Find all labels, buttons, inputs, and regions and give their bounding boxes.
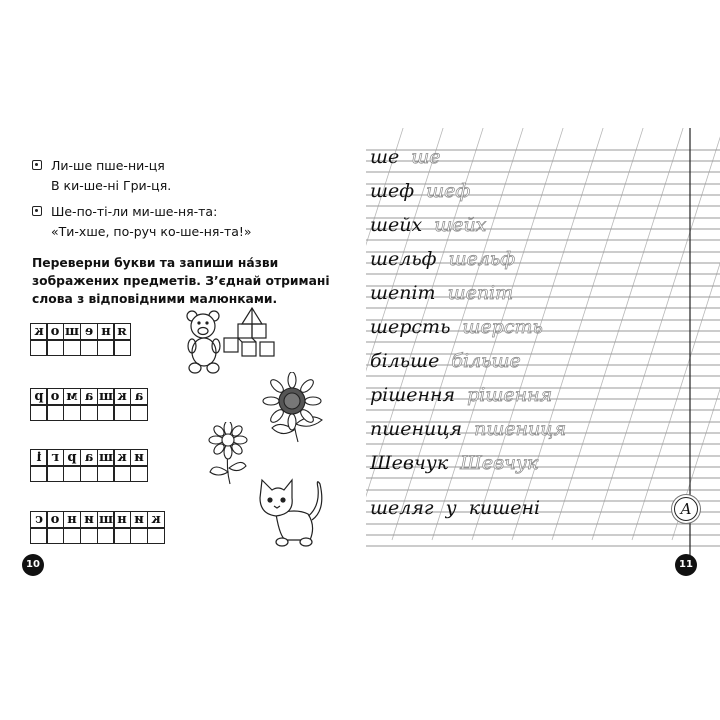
letter-cell: о bbox=[46, 511, 64, 529]
model-word: шерсть bbox=[370, 316, 451, 338]
answer-cell[interactable] bbox=[130, 527, 148, 544]
letter-cell: е bbox=[80, 323, 98, 341]
letter-cell: р bbox=[30, 388, 48, 406]
answer-cell[interactable] bbox=[30, 339, 48, 356]
answer-cell[interactable] bbox=[63, 339, 81, 356]
answer-cell[interactable] bbox=[130, 404, 148, 421]
copy-row-2 bbox=[370, 180, 470, 202]
answer-cell[interactable] bbox=[113, 404, 131, 421]
answer-cell[interactable] bbox=[80, 404, 98, 421]
kitten-picture[interactable] bbox=[256, 474, 336, 550]
trace-word: Шевчук bbox=[460, 452, 539, 474]
answer-cell[interactable] bbox=[30, 527, 48, 544]
puzzle-3-answer[interactable] bbox=[31, 466, 148, 482]
copy-row-6 bbox=[370, 316, 543, 338]
letter-cell: р bbox=[63, 449, 81, 467]
model-word: шельф bbox=[370, 248, 437, 270]
letter-cell: а bbox=[80, 449, 98, 467]
trace-word: ше bbox=[411, 146, 441, 168]
copy-row-1 bbox=[370, 146, 441, 168]
copy-row-3 bbox=[370, 214, 486, 236]
letter-cell: н bbox=[97, 323, 115, 341]
answer-cell[interactable] bbox=[113, 339, 131, 356]
copy-row-10 bbox=[370, 452, 538, 474]
letter-cell: м bbox=[63, 388, 81, 406]
answer-cell[interactable] bbox=[113, 527, 131, 544]
letter-cell: ш bbox=[97, 511, 115, 529]
trace-word: пшениця bbox=[474, 418, 567, 440]
sunflower-picture[interactable] bbox=[258, 372, 330, 444]
verse-1 bbox=[32, 156, 171, 196]
verse-1-line-1: Ли-ше пше-ни-ця bbox=[51, 158, 165, 173]
verse-1-line-2: В ки-ше-ні Гри-ця. bbox=[51, 178, 172, 193]
listen-bullet-icon bbox=[32, 160, 42, 170]
answer-cell[interactable] bbox=[46, 339, 64, 356]
copy-row-8 bbox=[370, 384, 552, 406]
letter-cell: с bbox=[30, 511, 48, 529]
model-word: Шевчук bbox=[370, 452, 449, 474]
letter-cell: к bbox=[30, 323, 48, 341]
answer-cell[interactable] bbox=[97, 404, 115, 421]
answer-cell[interactable] bbox=[63, 527, 81, 544]
answer-cell[interactable] bbox=[97, 527, 115, 544]
answer-cell[interactable] bbox=[46, 527, 64, 544]
trace-word: шеф bbox=[426, 180, 471, 202]
letter-cell: ш bbox=[63, 323, 81, 341]
teddy-bear-and-blocks-picture[interactable] bbox=[186, 302, 286, 378]
answer-cell[interactable] bbox=[63, 404, 81, 421]
trace-word: шейх bbox=[434, 214, 487, 236]
copy-row-4 bbox=[370, 248, 515, 270]
letter-cell: а bbox=[80, 388, 98, 406]
listen-bullet-icon bbox=[32, 206, 42, 216]
left-page bbox=[0, 0, 352, 720]
answer-cell[interactable] bbox=[46, 465, 64, 482]
copy-row-5 bbox=[370, 282, 513, 304]
page-number-left: 10 bbox=[22, 554, 44, 576]
letter-cell: ш bbox=[97, 388, 115, 406]
letter-cell: а bbox=[130, 388, 148, 406]
model-word: більше bbox=[370, 350, 440, 372]
trace-word: шельф bbox=[448, 248, 516, 270]
answer-cell[interactable] bbox=[63, 465, 81, 482]
letter-cell: и bbox=[80, 511, 98, 529]
trace-word: більше bbox=[451, 350, 521, 372]
answer-cell[interactable] bbox=[97, 465, 115, 482]
trace-word: шепіт bbox=[447, 282, 514, 304]
page-number-right: 11 bbox=[675, 554, 697, 576]
letter-cell: к bbox=[113, 449, 131, 467]
letter-cell: о bbox=[46, 323, 64, 341]
model-word: ше bbox=[370, 146, 400, 168]
letter-cell: н bbox=[113, 511, 131, 529]
puzzle-2-answer[interactable] bbox=[31, 405, 148, 421]
copy-row-7 bbox=[370, 350, 521, 372]
model-word: шеф bbox=[370, 180, 415, 202]
copy-row-9 bbox=[370, 418, 566, 440]
answer-cell[interactable] bbox=[80, 465, 98, 482]
answer-cell[interactable] bbox=[30, 404, 48, 421]
task-instruction: Переверни букви та запиши на́зви зображених предметів. З’єднай отримані слова з відповідними малюнками. bbox=[32, 256, 330, 306]
answer-cell[interactable] bbox=[147, 527, 165, 544]
answer-cell[interactable] bbox=[113, 465, 131, 482]
answer-cell[interactable] bbox=[46, 404, 64, 421]
puzzle-1-answer[interactable] bbox=[31, 340, 131, 356]
copy-row-11 bbox=[370, 497, 540, 519]
letter-cell: н bbox=[63, 511, 81, 529]
right-page bbox=[352, 0, 720, 720]
answer-cell[interactable] bbox=[80, 527, 98, 544]
letter-a-badge-icon: А bbox=[674, 497, 698, 521]
letter-cell: о bbox=[46, 388, 64, 406]
trace-word: шерсть bbox=[462, 316, 543, 338]
letter-cell: г bbox=[46, 449, 64, 467]
chamomile-picture[interactable] bbox=[204, 422, 252, 486]
answer-cell[interactable] bbox=[130, 465, 148, 482]
letter-cell: и bbox=[130, 511, 148, 529]
verse-2-line-2: «Ти-хше, по-руч ко-ше-ня-та!» bbox=[51, 224, 252, 239]
letter-cell: я bbox=[113, 323, 131, 341]
trace-word: рішення bbox=[467, 384, 553, 406]
answer-cell[interactable] bbox=[30, 465, 48, 482]
letter-cell: и bbox=[130, 449, 148, 467]
letter-cell: ш bbox=[97, 449, 115, 467]
verse-2 bbox=[32, 202, 252, 242]
model-word: шейх bbox=[370, 214, 423, 236]
answer-cell[interactable] bbox=[80, 339, 98, 356]
letter-cell: к bbox=[147, 511, 165, 529]
model-word: рішення bbox=[370, 384, 456, 406]
model-word: шепіт bbox=[370, 282, 436, 304]
letter-cell: к bbox=[113, 388, 131, 406]
answer-cell[interactable] bbox=[97, 339, 115, 356]
puzzle-4-answer[interactable] bbox=[31, 528, 165, 544]
letter-cell: і bbox=[30, 449, 48, 467]
verse-2-line-1: Ше-по-ті-ли ми-ше-ня-та: bbox=[51, 204, 218, 219]
model-word: пшениця bbox=[370, 418, 463, 440]
model-phrase: шеляг у кишені bbox=[370, 497, 541, 519]
